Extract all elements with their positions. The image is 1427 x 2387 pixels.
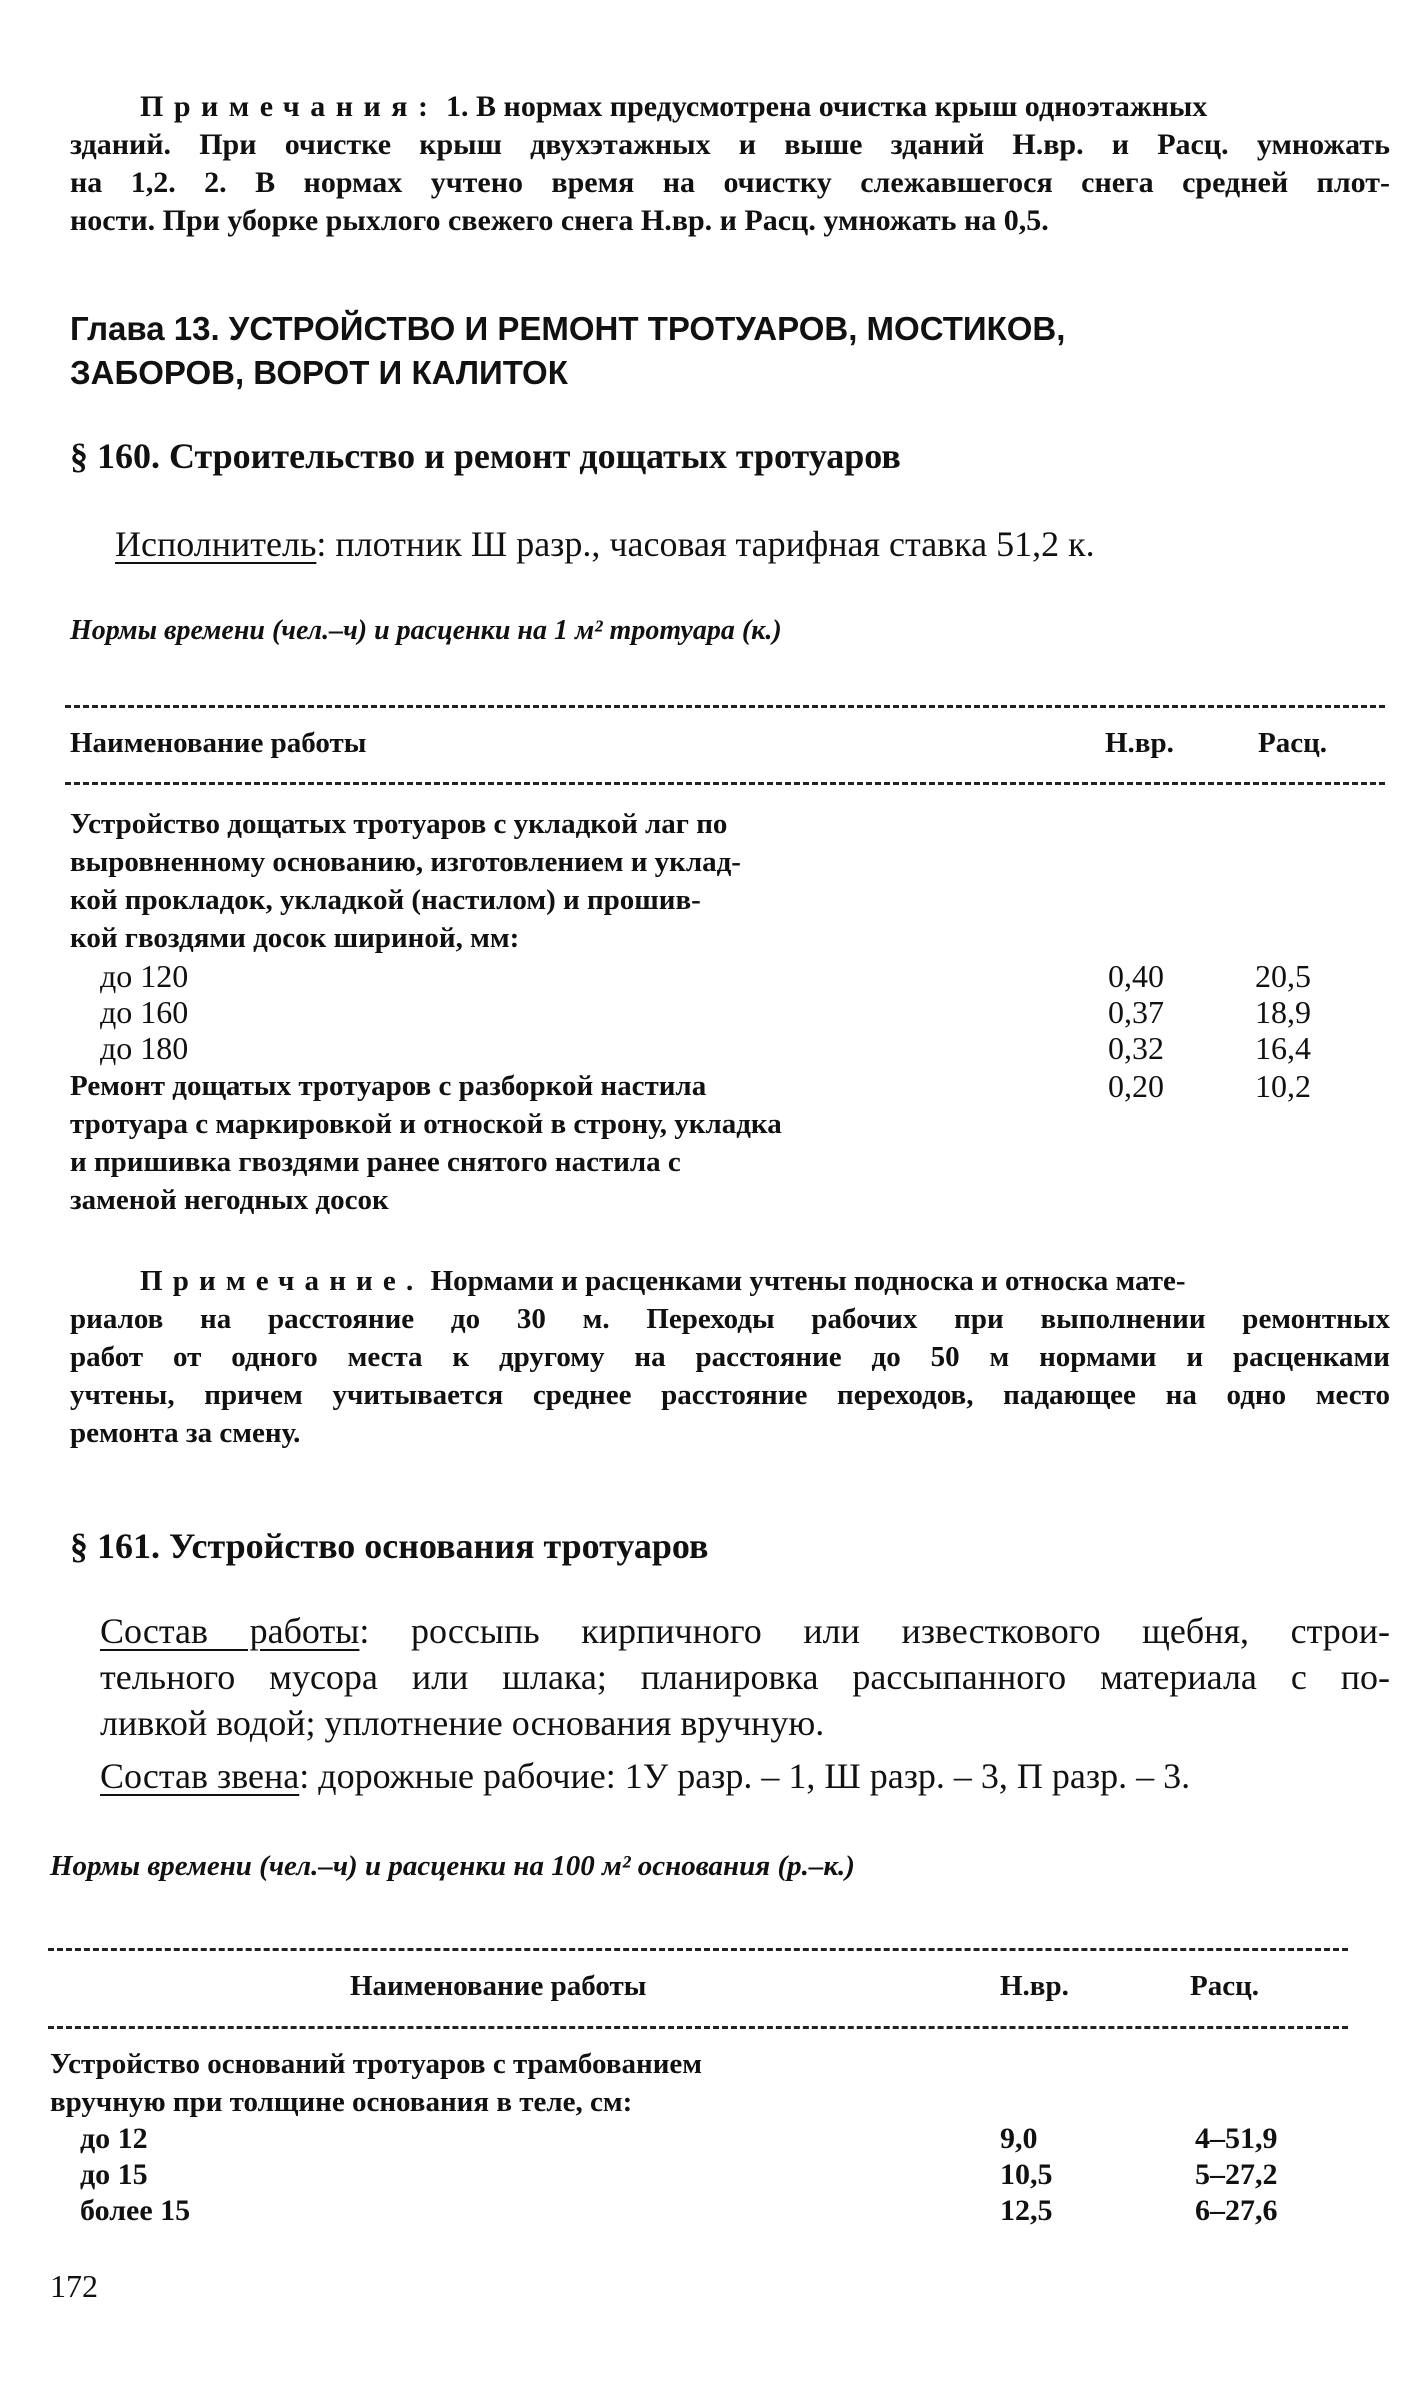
work-2-line: заменой негодных досок [70, 1184, 389, 1216]
table-161-header-rasc: Расц. [1190, 1970, 1260, 2002]
work-2-rasc: 10,2 [1255, 1068, 1311, 1104]
note-1-line-3: на 1,2. 2. В нормах учтено время на очистку слежавшегося снега средней плот- [70, 166, 1390, 199]
table-160-top-rule [65, 705, 1385, 708]
section-160-norms-caption: Нормы времени (чел.–ч) и расценки на 1 м² тротуара (к.) [70, 615, 782, 646]
row-nvr: 10,5 [1000, 2158, 1053, 2191]
work-161-line: вручную при толщине основания в теле, см: [50, 2086, 633, 2118]
row-nvr: 0,37 [1108, 994, 1164, 1030]
chapter-heading-line-2: ЗАБОРОВ, ВОРОТ И КАЛИТОК [70, 354, 568, 391]
note-160-line-4: учтены, причем учитывается среднее расстояние переходов, падающее на одно место [70, 1379, 1390, 1411]
note-160-line-2: риалов на расстояние до 30 м. Переходы рабочих при выполнении ремонтных [70, 1303, 1390, 1335]
row-rasc: 4–51,9 [1195, 2122, 1278, 2155]
section-161-work-line-3: ливкой водой; уплотнение основания вручную. [100, 1703, 825, 1743]
note-160-line-5: ремонта за смену. [70, 1417, 301, 1449]
work-composition-label: Состав работы [100, 1611, 360, 1651]
table-161-header-rule [48, 2026, 1348, 2029]
executor-text: : плотник Ш разр., часовая тарифная ставка 51,2 к. [316, 524, 1095, 564]
row-label: более 15 [80, 2194, 191, 2227]
row-rasc: 20,5 [1255, 958, 1311, 994]
work-1-line: Устройство дощатых тротуаров с укладкой лаг по [70, 808, 728, 840]
note-1-line-4: ности. При уборке рыхлого свежего снега Н.вр. и Расц. умножать на 0,5. [70, 204, 1049, 237]
row-label: до 160 [100, 994, 189, 1030]
row-label: до 12 [80, 2122, 148, 2155]
work-2-line: Ремонт дощатых тротуаров с разборкой настила [70, 1070, 707, 1102]
section-161-work-line-1: Состав работы: россыпь кирпичного или известкового щебня, строи- [100, 1611, 1390, 1651]
work-1-line: кой гвоздями досок шириной, мм: [70, 922, 520, 954]
table-160-header-rasc: Расц. [1258, 727, 1328, 759]
row-rasc: 5–27,2 [1195, 2158, 1278, 2191]
note-160-line-1: Примечание. Нормами и расценками учтены подноска и относка мате- [140, 1265, 1186, 1297]
table-161-top-rule [48, 1948, 1348, 1951]
row-label: до 180 [100, 1030, 189, 1066]
section-161-work-line-2: тельного мусора или шлака; планировка рассыпанного материала с по- [100, 1657, 1390, 1697]
row-label: до 120 [100, 958, 189, 994]
row-rasc: 18,9 [1255, 994, 1311, 1030]
row-nvr: 12,5 [1000, 2194, 1053, 2227]
section-161-norms-caption: Нормы времени (чел.–ч) и расценки на 100 м² основания (р.–к.) [50, 1850, 855, 1882]
section-161-title: § 161. Устройство основания тротуаров [70, 1526, 709, 1566]
table-160-header-nvr: Н.вр. [1105, 727, 1174, 759]
table-161-header-nvr: Н.вр. [1000, 1970, 1069, 2002]
team-composition-label: Состав звена [100, 1756, 300, 1796]
row-rasc: 6–27,6 [1195, 2194, 1278, 2227]
chapter-heading-line-1: Глава 13. УСТРОЙСТВО И РЕМОНТ ТРОТУАРОВ, МОСТИКОВ, [70, 310, 1066, 347]
work-2-nvr: 0,20 [1108, 1068, 1164, 1104]
note-160-label: Примечание. [140, 1265, 424, 1297]
note-160-line-3: работ от одного места к другому на расстояние до 50 м нормами и расценками [70, 1341, 1390, 1373]
work-1-line: кой прокладок, укладкой (настилом) и прошив- [70, 884, 701, 916]
table-161-header-name: Наименование работы [350, 1970, 647, 2002]
work-2-line: тротуара с маркировкой и отноской в строну, укладка [70, 1108, 782, 1140]
work-2-line: и пришивка гвоздями ранее снятого настила с [70, 1146, 681, 1178]
note-1-line-1: Примечания: 1. В нормах предусмотрена очистка крыш одноэтажных [140, 90, 1208, 123]
row-label: до 15 [80, 2158, 148, 2191]
section-160-executor [115, 523, 1095, 565]
executor-label: Исполнитель [115, 524, 317, 564]
note-1-label: Примечания: [140, 90, 439, 123]
note-1-line-2: зданий. При очистке крыш двухэтажных и выше зданий Н.вр. и Расц. умножать [70, 128, 1390, 161]
table-160-header-name: Наименование работы [70, 727, 367, 759]
row-nvr: 0,32 [1108, 1030, 1164, 1066]
page-number: 172 [50, 2268, 98, 2304]
table-160-header-rule [65, 782, 1385, 785]
section-161-team: Состав звена: дорожные рабочие: 1У разр. – 1, Ш разр. – 3, П разр. – 3. [100, 1756, 1191, 1796]
work-161-line: Устройство оснований тротуаров с трамбованием [50, 2048, 703, 2080]
row-nvr: 9,0 [1000, 2122, 1038, 2155]
work-1-line: выровненному основанию, изготовлением и уклад- [70, 846, 741, 878]
section-160-title: § 160. Строительство и ремонт дощатых тротуаров [70, 436, 901, 476]
row-rasc: 16,4 [1255, 1030, 1311, 1066]
row-nvr: 0,40 [1108, 958, 1164, 994]
